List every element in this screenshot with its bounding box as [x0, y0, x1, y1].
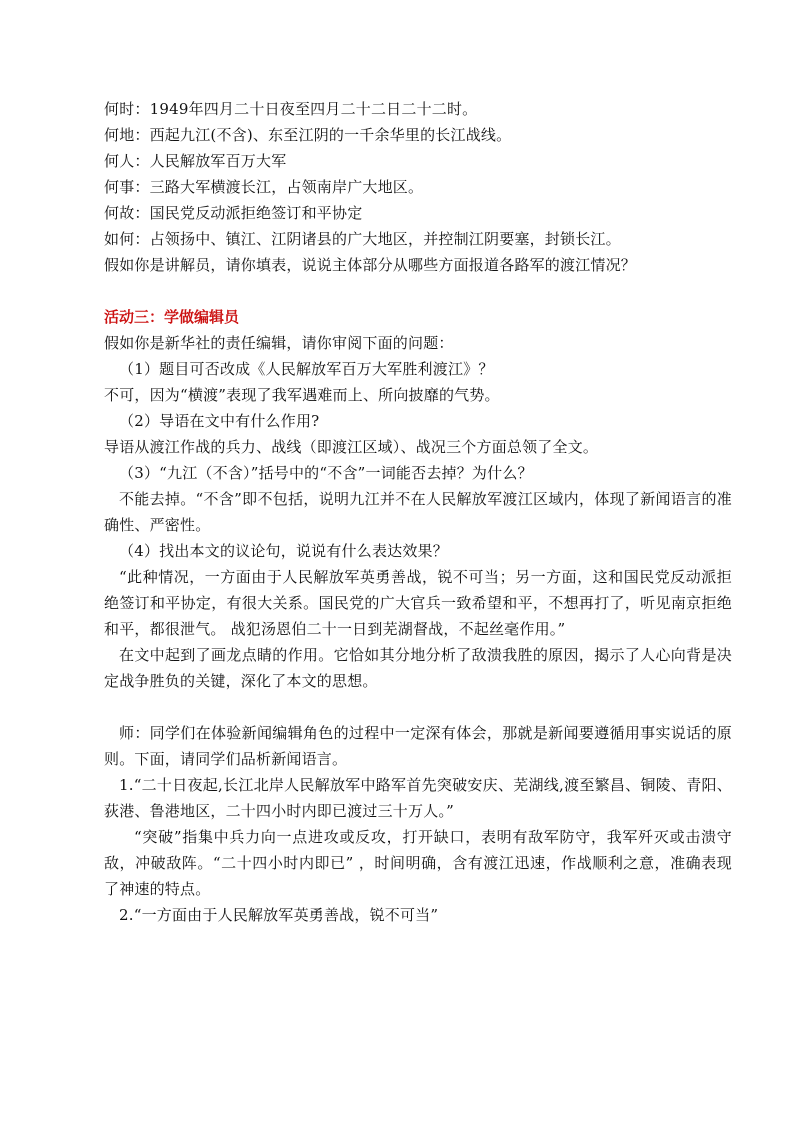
answer-4: 在文中起到了画龙点睛的作用。它恰如其分地分析了敌溃我胜的原因，揭示了人心向背是决定战争胜负的关键，深化了本文的思想。 [104, 646, 732, 690]
activity-heading: 活动三：学做编辑员 [104, 308, 240, 326]
summary-what: 何事：三路大军横渡长江，占领南岸广大地区。 [104, 178, 424, 196]
quoted-passage: “此种情况，一方面由于人民解放军英勇善战，锐不可当；另一方面，这和国民党反动派拒绝签订和平协定，有很大关系。国民党的广大官兵一致希望和平，不想再打了，听见南京拒绝和平，都很泄气。 战犯汤恩伯二十一日到芜湖督战，不起丝毫作用。” [104, 568, 732, 638]
question-2: （2）导语在文中有什么作用? [119, 412, 320, 430]
example-1: 1.“二十日夜起,长江北岸人民解放军中路军首先突破安庆、芜湖线,渡至繁昌、铜陵、青阳、荻港、鲁港地区，二十四小时内即已渡过三十万人。” [104, 776, 732, 820]
example-1-analysis: “突破”指集中兵力向一点进攻或反攻，打开缺口，表明有敌军防守，我军歼灭或击溃守敌，冲破敌阵。“二十四小时内即已” ，时间明确，含有渡江迅速，作战顺利之意，准确表现了神速的特点。 [104, 828, 732, 898]
summary-why: 何故：国民党反动派拒绝签订和平协定 [104, 204, 363, 222]
summary-who: 何人：人民解放军百万大军 [104, 152, 287, 170]
activity-intro: 假如你是新华社的责任编辑，请你审阅下面的问题： [104, 334, 454, 352]
answer-2: 导语从渡江作战的兵力、战线（即渡江区域）、战况三个方面总领了全文。 [104, 438, 599, 456]
answer-3: 不能去掉。“不含”即不包括，说明九江并不在人民解放军渡江区域内，体现了新闻语言的准确性、严密性。 [104, 490, 732, 534]
document-page [104, 96, 732, 928]
spacer [104, 278, 732, 304]
answer-1: 不可，因为“横渡”表现了我军遇难而上、所向披靡的气势。 [104, 386, 500, 404]
summary-when: 何时：1949年四月二十日夜至四月二十二日二十二时。 [104, 100, 478, 118]
summary-prompt: 假如你是讲解员，请你填表，说说主体部分从哪些方面报道各路军的渡江情况？ [104, 256, 637, 274]
teacher-intro: 师：同学们在体验新闻编辑角色的过程中一定深有体会，那就是新闻要遵循用事实说话的原则。下面，请同学们品析新闻语言。 [104, 724, 732, 768]
summary-how: 如何：占领扬中、镇江、江阴诸县的广大地区，并控制江阴要塞，封锁长江。 [104, 230, 621, 248]
summary-where: 何地：西起九江(不含)、东至江阴的一千余华里的长江战线。 [104, 126, 512, 144]
example-2: 2.“一方面由于人民解放军英勇善战，锐不可当” [119, 906, 439, 924]
question-3: （3）“九江（不含）”括号中的“不含”一词能否去掉？为什么？ [119, 464, 533, 482]
spacer [104, 694, 732, 720]
question-4: （4）找出本文的议论句，说说有什么表达效果？ [119, 542, 448, 560]
five-w-summary [104, 96, 732, 278]
question-1: （1）题目可否改成《人民解放军百万大军胜利渡江》？ [119, 360, 494, 378]
